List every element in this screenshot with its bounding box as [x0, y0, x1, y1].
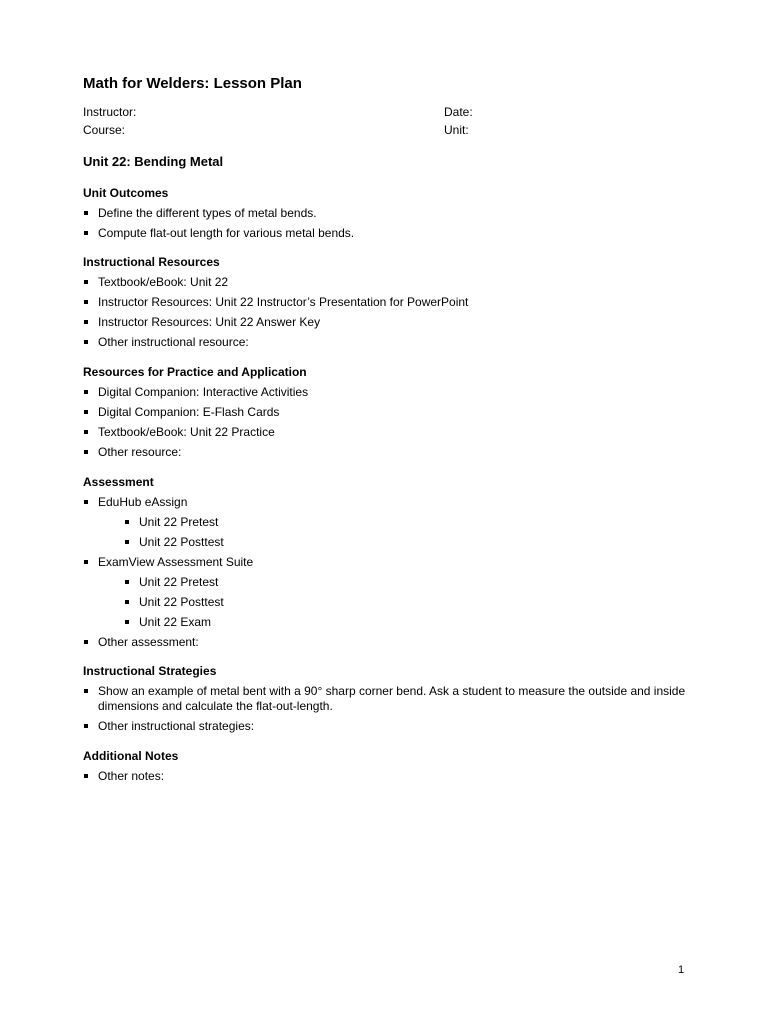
- bullet-list: [83, 684, 693, 734]
- list-item: Other instructional resource:: [83, 335, 693, 350]
- bullet-list: [83, 495, 693, 650]
- page-number: 1: [678, 964, 685, 976]
- list-item: Unit 22 Posttest: [124, 535, 693, 550]
- list-item: Show an example of metal bent with a 90° sharp corner bend. Ask a student to measure the outside and inside dimensions and calculate the flat-out-length.: [83, 684, 693, 714]
- list-item-eduhub: EduHub eAssign Unit 22 Pretest Unit 22 Posttest: [83, 495, 693, 550]
- list-item: Other assessment:: [83, 635, 693, 650]
- list-item: Instructor Resources: Unit 22 Answer Key: [83, 315, 693, 330]
- section-assessment: [83, 474, 693, 650]
- list-item: Compute flat-out length for various metal bends.: [83, 226, 693, 241]
- bullet-list: [83, 769, 693, 784]
- section-heading: Resources for Practice and Application: [83, 365, 307, 379]
- date-label: Date:: [444, 105, 473, 119]
- unit-label: Unit:: [444, 123, 469, 137]
- list-item: Other notes:: [83, 769, 693, 784]
- list-item: Unit 22 Pretest: [124, 515, 693, 530]
- section-heading: Unit Outcomes: [83, 186, 169, 200]
- list-item: Other instructional strategies:: [83, 719, 693, 734]
- section-heading: Instructional Strategies: [83, 664, 217, 678]
- instructor-label: Instructor:: [83, 105, 137, 119]
- sub-bullet-list: [83, 515, 693, 550]
- list-item: Instructor Resources: Unit 22 Instructor’s Presentation for PowerPoint: [83, 295, 693, 310]
- section-heading: Instructional Resources: [83, 255, 220, 269]
- list-item: Digital Companion: Interactive Activities: [83, 385, 693, 400]
- list-item: Unit 22 Exam: [124, 615, 693, 630]
- section-practice-resources: [83, 364, 693, 460]
- course-label: Course:: [83, 123, 126, 137]
- bullet-list: [83, 385, 693, 460]
- sub-bullet-list: [83, 575, 693, 630]
- list-item: Textbook/eBook: Unit 22 Practice: [83, 425, 693, 440]
- bullet-list: [83, 206, 693, 241]
- list-item: Unit 22 Pretest: [124, 575, 693, 590]
- section-unit-outcomes: [83, 185, 693, 241]
- section-additional-notes: [83, 748, 693, 784]
- list-item: Textbook/eBook: Unit 22: [83, 275, 693, 290]
- list-item: Define the different types of metal bends.: [83, 206, 693, 221]
- bullet-list: [83, 275, 693, 350]
- list-item: Other resource:: [83, 445, 693, 460]
- list-item: Digital Companion: E-Flash Cards: [83, 405, 693, 420]
- section-instructional-strategies: [83, 663, 693, 734]
- section-heading: Assessment: [83, 475, 154, 489]
- meta-row-instructor: [83, 105, 703, 120]
- list-item: Unit 22 Posttest: [124, 595, 693, 610]
- document-title: Math for Welders: Lesson Plan: [83, 75, 302, 92]
- section-instructional-resources: [83, 254, 693, 350]
- meta-row-course: [83, 123, 703, 138]
- section-heading: Additional Notes: [83, 749, 179, 763]
- list-item-examview: ExamView Assessment Suite Unit 22 Pretest Unit 22 Posttest Unit 22 Exam: [83, 555, 693, 630]
- unit-title: Unit 22: Bending Metal: [83, 154, 224, 169]
